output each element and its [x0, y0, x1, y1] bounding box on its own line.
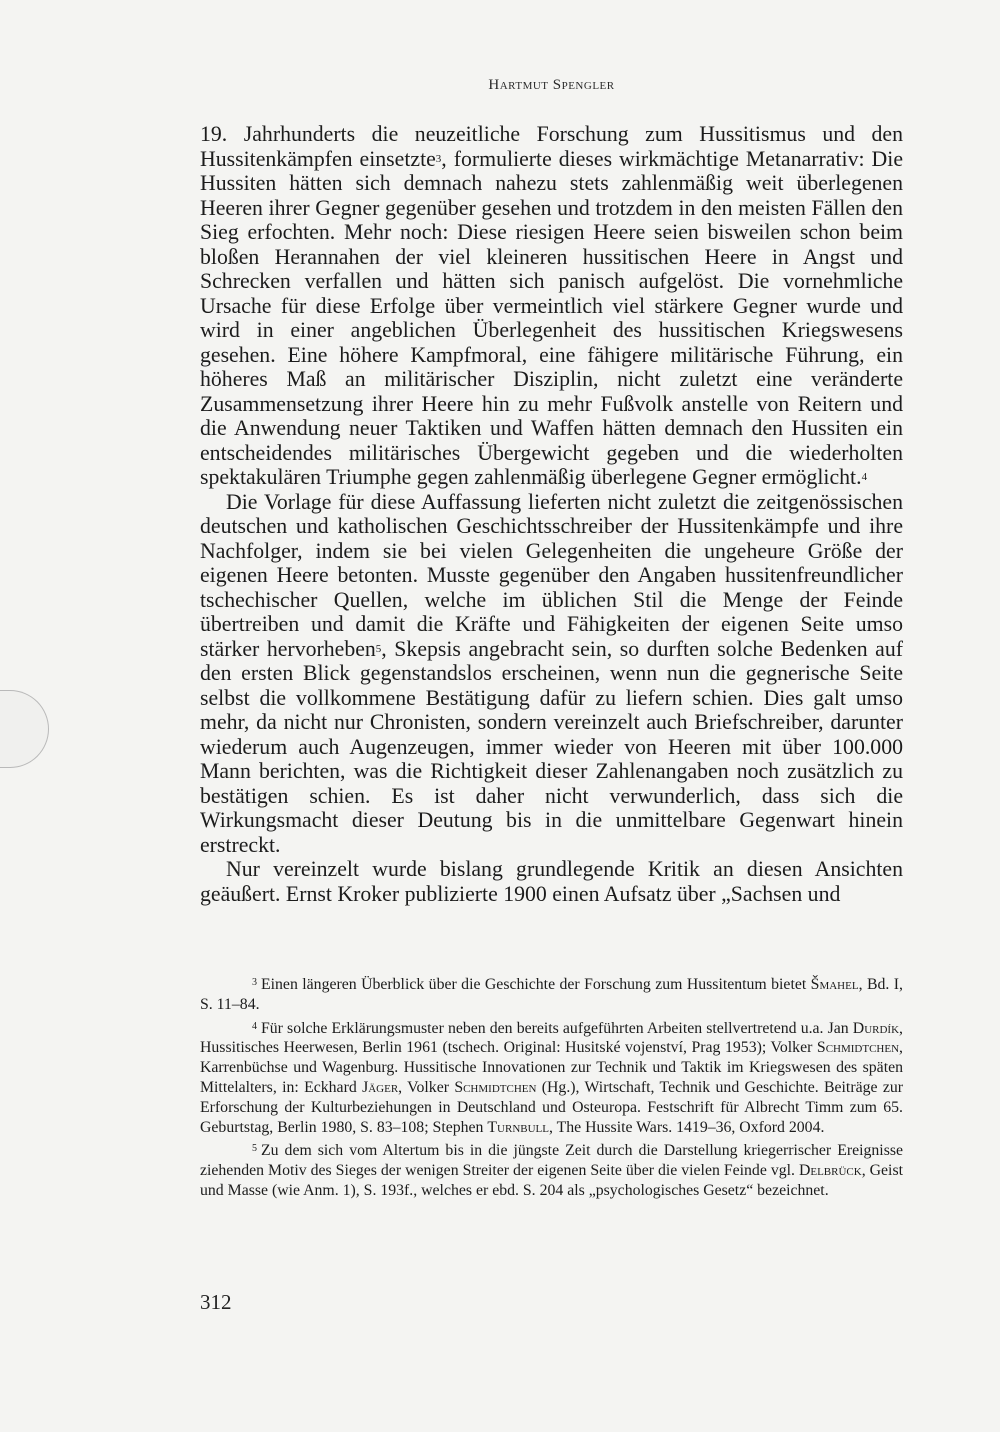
author-name: Schmidtchen	[816, 1039, 900, 1057]
author-name: Jäger	[362, 1078, 399, 1096]
footnote-number: 5	[252, 1143, 257, 1155]
footnote-number: 4	[252, 1020, 257, 1032]
footnote-5: $^5$ Zu dem sich vom Altertum bis in die jüngste Zeit durch die Darstellung kriegerrischer Ereignisse ziehenden Motiv des Sieges der wenigen Streiter der eigenen Seite über die vielen Feinde vgl. Delbrück, Geist und Masse (wie Anm. 1), S. 193f., welches er ebd. S. 204 als „psychologisches Gesetz“ bezeichnet.	[200, 1142, 903, 1199]
footnote-ref-5[interactable]: 5	[375, 642, 382, 655]
author-name: Šmahel	[810, 976, 859, 993]
author-name: Turnbull	[487, 1118, 549, 1136]
paragraph-3: Nur vereinzelt wurde bislang grundlegende Kritik an diesen Ansichten geäußert. Ernst Kroker publizierte 1900 einen Aufsatz über „Sachsen und	[200, 857, 903, 906]
footnote-4: $^4$ Für solche Erklärungsmuster neben den bereits aufgeführten Arbeiten stellvertretend u.a. Jan Durdík, Hussitisches Heerwesen, Berlin 1961 (tschech. Original: Husitské vojenství, Prag 1953); Volker Schmidtchen, Karrenbüchse und Wagenburg. Hussitische Innovationen zur Technik und Taktik im Kriegswesen des späten Mittelalters, in: Eckhard Jäger, Volker Schmidtchen (Hg.), Wirtschaft, Technik und Geschichte. Beiträge zur Erforschung der Kulturbeziehungen in Deutschland und Osteuropa. Festschrift für Albrecht Timm zum 65. Geburtstag, Berlin 1980, S. 83–108; Stephen Turnbull, The Hussite Wars. 1419–36, Oxford 2004.	[200, 1019, 903, 1136]
paragraph-2: Die Vorlage für diese Auffassung lieferten nicht zuletzt die zeitgenössischen deutschen und katholischen Geschichtsschreiber der Hussitenkämpfe und ihre Nachfolger, indem sie bei vielen Gelegenheiten die ungeheure Größe der eigenen Heere betonten. Musste gegenüber den Angaben hussitenfreundlicher tschechischer Quellen, welche im üblichen Stil die Menge der Feinde übertreiben und damit die Kräfte und Fähigkeiten der eigenen Seite umso stärker hervorheben5, Skepsis angebracht sein, so durften solche Bedenken auf den ersten Blick gegenstandslos erscheinen, wenn nun die gegnerische Seite selbst die vollkommene Bestätigung dafür zu liefern schien. Dies galt umso mehr, da nicht nur Chronisten, sondern vereinzelt auch Briefschreiber, darunter wiederum auch Augenzeugen, immer wieder von Heeren mit über 100.000 Mann berichten, was die Richtigkeit dieser Zahlenangaben noch zusätzlich zu bestätigen schien. Es ist daher nicht verwunderlich, dass sich die Wirkungsmacht dieser Deutung bis in die unmittelbare Gegenwart hinein erstreckt.	[200, 489, 903, 857]
author-name: Schmidtchen	[454, 1078, 537, 1096]
footnote-3: $^3$ Einen längeren Überblick über die Geschichte der Forschung zum Hussitentum bietet Šmahel, Bd. I, S. 11–84.	[200, 976, 903, 1013]
author-name: Durdík	[852, 1019, 900, 1037]
main-text	[200, 122, 903, 906]
footnote-number: 3	[252, 977, 257, 988]
footnotes	[200, 975, 903, 1205]
page-number: 312	[200, 1290, 232, 1314]
running-header: Hartmut Spengler	[488, 77, 615, 93]
footnote-ref-4[interactable]: 4	[861, 471, 868, 483]
author-name: Delbrück	[798, 1162, 862, 1180]
paragraph-1: 19. Jahrhunderts die neuzeitliche Forschung zum Hussitismus und den Hussitenkämpfen einsetzte3, formulierte dieses wirkmächtige Metanarrativ: Die Hussiten hätten sich demnach nahezu stets zahlenmäßig weit überlegenen Heeren ihrer Gegner gegenüber gesehen und trotzdem in den meisten Fällen den Sieg erfochten. Mehr noch: Diese riesigen Heere seien bisweilen schon beim bloßen Herannahen der viel kleineren hussitischen Heere in Angst und Schrecken verfallen und hätten sich panisch aufgelöst. Die vornehmliche Ursache für diese Erfolge über vermeintlich viel stärkere Gegner wurde und wird in einer angeblichen Überlegenheit des hussitischen Kriegswesens gesehen. Eine höhere Kampfmoral, eine fähigere militärische Führung, ein höheres Maß an militärischer Disziplin, nicht zuletzt eine veränderte Zusammensetzung ihrer Heere hin zu mehr Fußvolk anstelle von Reitern und die Anwendung neuer Taktiken und Waffen hätten demnach den Hussiten ein entscheidendes militärisches Übergewicht gegeben und die wiederholten spektakulären Triumphe gegen zahlenmäßig überlegene Gegner ermöglicht.4	[200, 122, 903, 489]
scanner-tab-artifact	[0, 690, 49, 768]
footnote-ref-3[interactable]: 3	[435, 152, 442, 165]
